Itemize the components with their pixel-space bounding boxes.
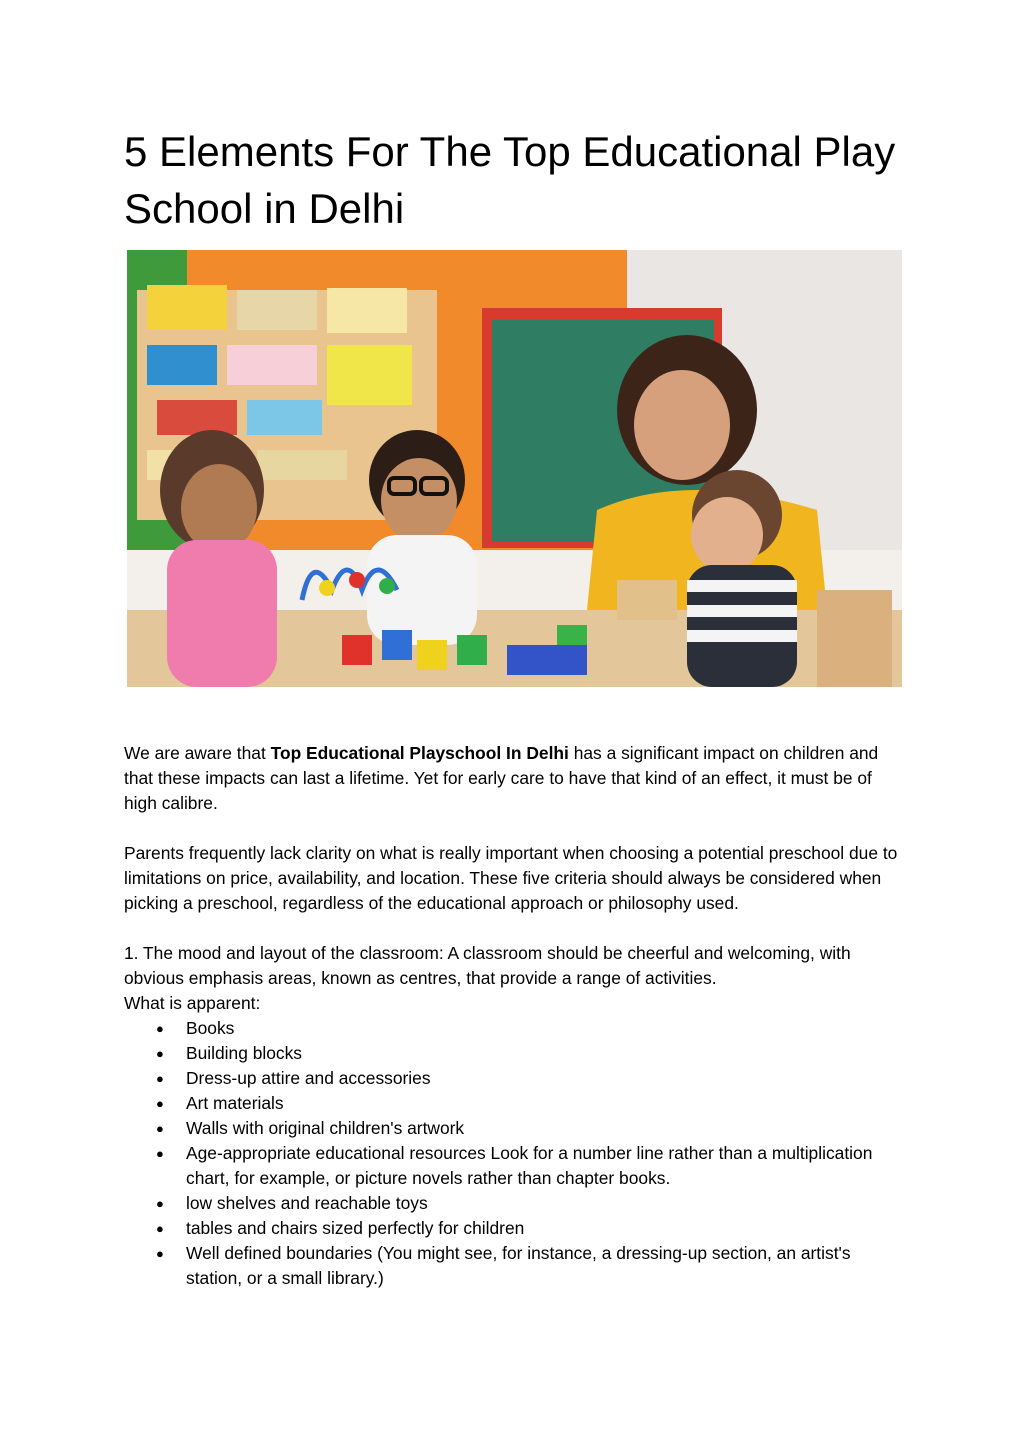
list-item: ● Art materials [124, 1091, 904, 1116]
intro-text-after: has a significant impact on children and that these impacts can last a lifetime. Yet for early care to have that kind of an effect, it must be of high calibre. [124, 743, 879, 813]
point-1-paragraph: 1. The mood and layout of the classroom: A classroom should be cheerful and welcoming, with obvious emphasis areas, known as centres, that provide a range of activities. [124, 943, 851, 988]
list-item: ● low shelves and reachable toys [124, 1191, 904, 1216]
list-item: ● Age-appropriate educational resources Look for a number line rather than a multiplication chart, for example, or picture novels rather than chapter books. [156, 1143, 873, 1188]
list-item: ● Well defined boundaries (You might see, for instance, a dressing-up section, an artist's station, or a small library.) [156, 1243, 851, 1288]
classroom-photo [127, 250, 902, 687]
bullet-icon: ● [156, 1221, 164, 1236]
intro-paragraph [124, 741, 904, 816]
list-item: ● Building blocks [124, 1041, 904, 1066]
bullet-icon: ● [156, 1246, 164, 1261]
apparent-label: What is apparent: [124, 993, 261, 1013]
bullet-icon: ● [156, 1196, 164, 1211]
bullet-icon: ● [156, 1096, 164, 1111]
list-item: ● tables and chairs sized perfectly for children [124, 1216, 904, 1241]
bullet-icon: ● [156, 1021, 164, 1036]
list-item: ● Dress-up attire and accessories [124, 1066, 904, 1091]
bullet-icon: ● [156, 1121, 164, 1136]
keyword-link: Top Educational Playschool In Delhi [270, 743, 569, 763]
document-title: 5 Elements For The Top Educational Play School in Delhi [124, 128, 896, 232]
article-body [124, 741, 904, 1291]
bullet-icon: ● [156, 1046, 164, 1061]
criteria-paragraph: Parents frequently lack clarity on what is really important when choosing a potential preschool due to limitations on price, availability, and location. These five criteria should always be considered when picking a preschool, regardless of the educational approach or philosophy used. [124, 843, 898, 913]
list-item: ● Walls with original children's artwork [124, 1116, 904, 1141]
apparent-list [124, 1016, 904, 1291]
bullet-icon: ● [156, 1071, 164, 1086]
list-item: ● Books [124, 1016, 904, 1041]
intro-text-before: We are aware that [124, 743, 271, 763]
bullet-icon: ● [156, 1146, 164, 1161]
